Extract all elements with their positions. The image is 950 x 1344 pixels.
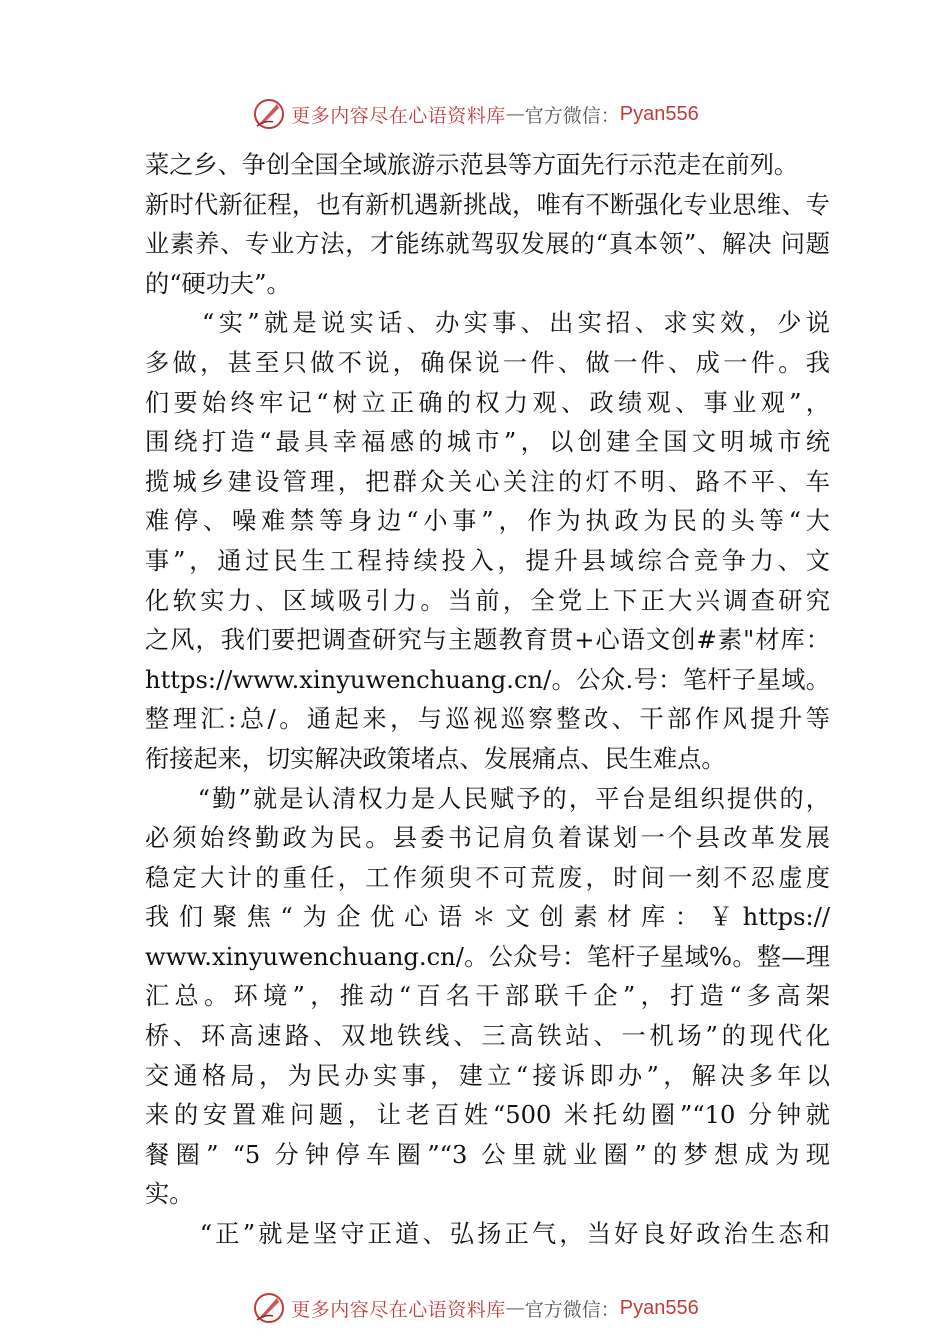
text-line: 实。 bbox=[145, 1180, 194, 1209]
text-line: 来的安置难问题，让老百姓“500 米托幼圈”“10 分钟就 bbox=[145, 1101, 830, 1130]
text-line: https://www.xinyuwenchuang.cn/。公众.号：笔杆子星域。 bbox=[145, 665, 830, 694]
header-banner bbox=[0, 94, 950, 134]
banner-library-text: 更多内容尽在心语资料库 bbox=[291, 104, 506, 127]
text-line: 业素养、专业方法，才能练就驾驭发展的“真本领”、解决 问题 bbox=[145, 230, 830, 259]
text-line: 菜之乡、争创全国全域旅游示范县等方面先行示范走在前列。 bbox=[145, 151, 799, 179]
text-line: 化软实力、区域吸引力。当前，全党上下正大兴调查研究 bbox=[145, 586, 830, 615]
text-line: 们要始终牢记“树立正确的权力观、政绩观、事业观”， bbox=[145, 388, 830, 417]
text-line: 汇总。环境”，推动“百名干部联千企”，打造“多高架 bbox=[145, 982, 830, 1011]
text-line: 交通格局，为民办实事，建立“接诉即办”，解决多年以 bbox=[145, 1061, 830, 1090]
text-line: 稳定大计的重任，工作须臾不可荒废，时间一刻不忍虚度 bbox=[145, 863, 830, 892]
text-line: 必须始终勤政为民。县委书记肩负着谋划一个县改革发展 bbox=[145, 824, 830, 853]
text-line: “实”就是说实话、办实事、出实招、求实效，少说 bbox=[145, 309, 830, 338]
text-line: 之风，我们要把调查研究与主题教育贯+心语文创#素"材库： bbox=[145, 626, 830, 655]
footer-banner bbox=[0, 1288, 950, 1328]
text-line: 桥、环高速路、双地铁线、三高铁站、一机场”的现代化 bbox=[145, 1022, 830, 1051]
text-line: 难停、噪难禁等身边“小事”，作为执政为民的头等“大 bbox=[145, 507, 830, 536]
text-line: “正”就是坚守正道、弘扬正气，当好良好政治生态和 bbox=[145, 1220, 830, 1249]
text-line: 的“硬功夫”。 bbox=[145, 269, 291, 298]
text-line: 多做，甚至只做不说，确保说一件、做一件、成一件。我 bbox=[145, 348, 830, 377]
banner-wechat-id: Pyan556 bbox=[619, 1296, 699, 1319]
banner-dash: — bbox=[505, 103, 525, 125]
text-line: 揽城乡建设管理，把群众关心关注的灯不明、路不平、车 bbox=[145, 467, 830, 496]
banner-wechat-label: 官方微信： bbox=[524, 104, 620, 127]
text-line: 围绕打造“最具幸福感的城市”，以创建全国文明城市统 bbox=[145, 428, 830, 457]
text-line: 衔接起来，切实解决政策堵点、发展痛点、民生难点。 bbox=[145, 744, 726, 773]
banner-wechat-label: 官方微信： bbox=[524, 1298, 620, 1321]
banner-library-text: 更多内容尽在心语资料库 bbox=[291, 1298, 506, 1321]
text-line: 事”，通过民生工程持续投入，提升县域综合竞争力、文 bbox=[145, 546, 830, 575]
document-body bbox=[145, 146, 830, 1255]
quill-logo-icon bbox=[251, 1290, 287, 1326]
text-line: 新时代新征程，也有新机遇新挑战，唯有不断强化专业思维、专 bbox=[145, 190, 830, 219]
text-line: 整理汇:总/。通起来，与巡视巡察整改、干部作风提升等 bbox=[145, 705, 830, 734]
text-line: www.xinyuwenchuang.cn/。公众号：笔杆子星域%。整—理 bbox=[145, 942, 830, 971]
banner-dash: — bbox=[505, 1297, 525, 1319]
text-line: 餐圈” “5 分钟停车圈”“3 公里就业圈”的梦想成为现 bbox=[145, 1140, 830, 1169]
banner-wechat-id: Pyan556 bbox=[619, 102, 699, 125]
text-line: 我们聚焦“为企优心语＊文创素材库：￥https:// bbox=[145, 903, 830, 932]
quill-logo-icon bbox=[251, 96, 287, 132]
text-line: “勤”就是认清权力是人民赋予的，平台是组织提供的， bbox=[145, 784, 830, 813]
